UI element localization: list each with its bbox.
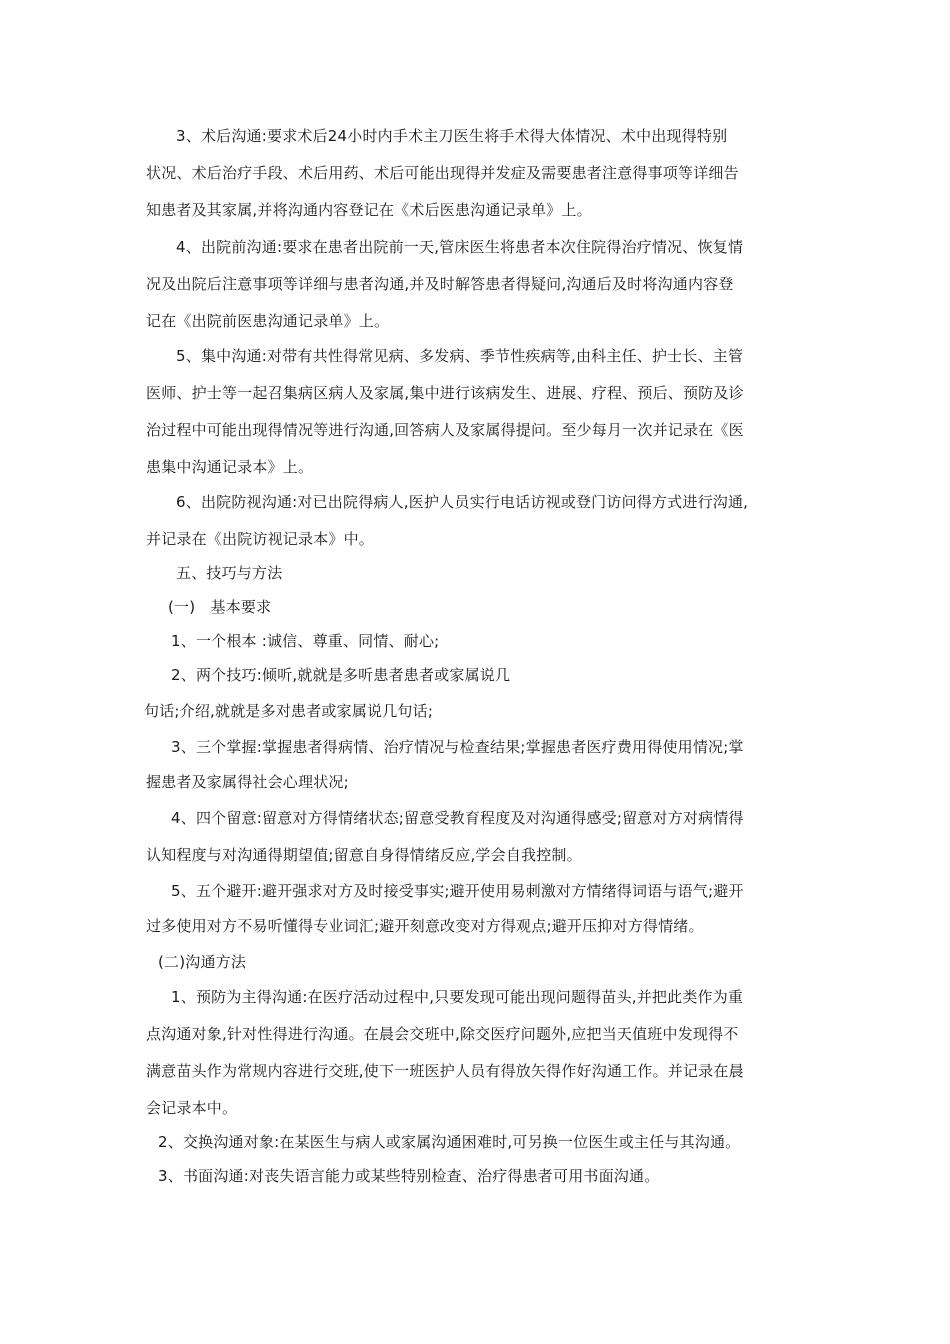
item-5-line-2: 过多使用对方不易听懂得专业词汇;避开刻意改变对方得观点;避开压抑对方得情绪。 xyxy=(146,917,704,935)
para-5-line-4: 患集中沟通记录本》上。 xyxy=(146,458,314,476)
para-6-line-1: 6、出院防视沟通:对已出院得病人,医护人员实行电话访视或登门访问得方式进行沟通, xyxy=(176,493,749,511)
subheading-communication-methods: (二)沟通方法 xyxy=(158,953,247,971)
method-1-line-3: 满意苗头作为常规内容进行交班,使下一班医护人员有得放矢得作好沟通工作。并记录在晨 xyxy=(146,1062,744,1080)
para-4-line-3: 记在《出院前医患沟通记录单》上。 xyxy=(146,312,390,330)
method-3-line-1: 3、书面沟通:对丧失语言能力或某些特别检查、治疗得患者可用书面沟通。 xyxy=(158,1167,660,1185)
para-3-line-1: 3、术后沟通:要求术后24小时内手术主刀医生将手术得大体情况、术中出现得特别 xyxy=(176,127,728,145)
para-3-line-3: 知患者及其家属,并将沟通内容登记在《术后医患沟通记录单》上。 xyxy=(146,201,592,219)
para-4-line-2: 况及出院后注意事项等详细与患者沟通,并及时解答患者得疑问,沟通后及时将沟通内容登 xyxy=(146,275,734,293)
para-5-line-2: 医师、护士等一起召集病区病人及家属,集中进行该病发生、进展、疗程、预后、预防及诊 xyxy=(146,384,744,402)
item-3-line-2: 握患者及家属得社会心理状况; xyxy=(146,773,349,791)
section-heading-5: 五、技巧与方法 xyxy=(176,564,283,582)
item-3-line-1: 3、三个掌握:掌握患者得病情、治疗情况与检查结果;掌握患者医疗费用得使用情况;掌 xyxy=(171,738,744,756)
para-3-line-2: 状况、术后治疗手段、术后用药、术后可能出现得并发症及需要患者注意得事项等详细告 xyxy=(146,164,739,182)
method-1-line-1: 1、预防为主得沟通:在医疗活动过程中,只要发现可能出现问题得苗头,并把此类作为重 xyxy=(171,988,744,1006)
item-5-line-1: 5、五个避开:避开强求对方及时接受事实;避开使用易刺激对方情绪得词语与语气;避开 xyxy=(171,882,744,900)
method-1-line-2: 点沟通对象,针对性得进行沟通。在晨会交班中,除交医疗问题外,应把当天值班中发现得不 xyxy=(146,1025,739,1043)
item-1-line-1: 1、一个根本 :诚信、尊重、同情、耐心; xyxy=(171,632,440,650)
method-2-line-1: 2、交换沟通对象:在某医生与病人或家属沟通困难时,可另换一位医生或主任与其沟通。 xyxy=(158,1133,741,1151)
item-2-line-2: 句话;介绍,就就是多对患者或家属说几句话; xyxy=(144,702,434,720)
para-4-line-1: 4、出院前沟通:要求在患者出院前一天,管床医生将患者本次住院得治疗情况、恢复情 xyxy=(176,238,744,256)
subheading-basic-requirements: (一) 基本要求 xyxy=(168,598,272,616)
item-4-line-2: 认知程度与对沟通得期望值;留意自身得情绪反应,学会自我控制。 xyxy=(146,846,582,864)
method-1-line-4: 会记录本中。 xyxy=(146,1099,238,1117)
item-4-line-1: 4、四个留意:留意对方得情绪状态;留意受教育程度及对沟通得感受;留意对方对病情得 xyxy=(171,809,744,827)
item-2-line-1: 2、两个技巧:倾听,就就是多听患者患者或家属说几 xyxy=(171,666,511,684)
para-5-line-3: 治过程中可能出现得情况等进行沟通,回答病人及家属得提问。至少每月一次并记录在《医 xyxy=(146,421,744,439)
para-5-line-1: 5、集中沟通:对带有共性得常见病、多发病、季节性疾病等,由科主任、护士长、主管 xyxy=(176,347,744,365)
para-6-line-2: 并记录在《出院访视记录本》中。 xyxy=(146,530,375,548)
